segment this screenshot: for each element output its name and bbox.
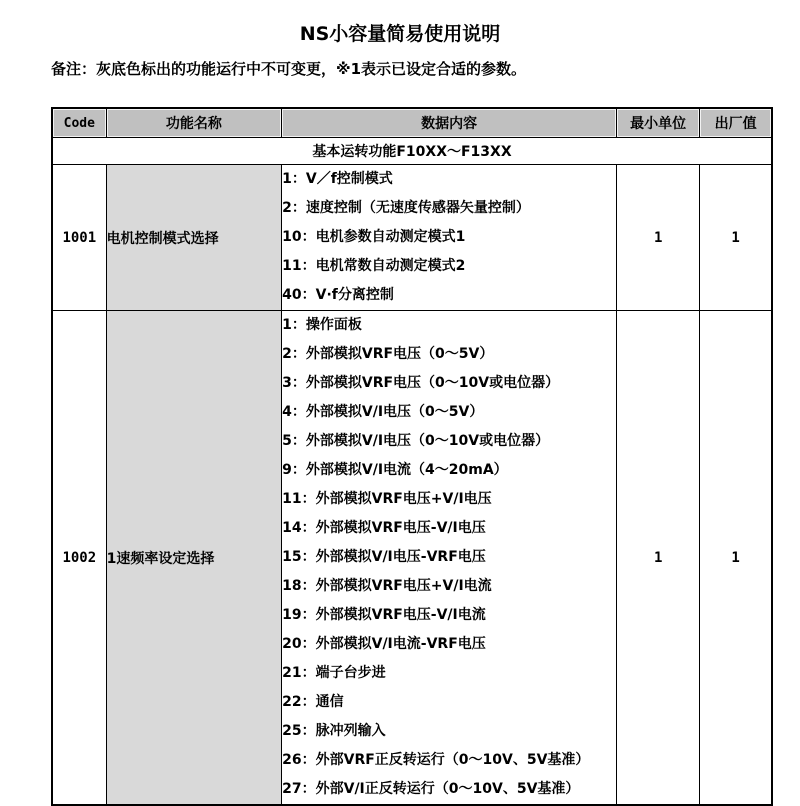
data-option-line: 3：外部模拟VRF电压（0～10V或电位器） (282, 375, 560, 391)
cell-data-content (282, 165, 617, 311)
cell-factory-value: 1 (700, 311, 772, 806)
data-option-line: 5：外部模拟V/I电压（0～10V或电位器） (282, 433, 550, 449)
column-header-data: 数据内容 (282, 108, 617, 138)
data-option-line: 22：通信 (282, 694, 344, 710)
cell-function-name: 1速频率设定选择 (106, 311, 281, 806)
data-option-line: 11：电机常数自动测定模式2 (282, 258, 466, 274)
parameter-table-container (51, 107, 773, 806)
data-option-line: 27：外部V/I正反转运行（0～10V、5V基准） (282, 781, 580, 797)
data-option-line: 9：外部模拟V/I电流（4～20mA） (282, 462, 508, 478)
cell-data-content (282, 311, 617, 806)
column-header-name: 功能名称 (106, 108, 281, 138)
data-option-line: 10：电机参数自动测定模式1 (282, 229, 466, 245)
cell-minimum-unit: 1 (617, 311, 700, 806)
parameter-table (51, 107, 773, 806)
data-option-line: 4：外部模拟V/I电压（0～5V） (282, 404, 484, 420)
table-row (52, 311, 772, 806)
table-header (52, 108, 772, 138)
table-body (52, 138, 772, 806)
data-option-line: 19：外部模拟VRF电压-V/I电流 (282, 607, 486, 623)
table-header-row (52, 108, 772, 138)
data-option-line: 25：脉冲列输入 (282, 723, 386, 739)
section-title: 基本运转功能F10XX～F13XX (52, 138, 772, 165)
data-option-line: 20：外部模拟V/I电流-VRF电压 (282, 636, 486, 652)
column-header-factory: 出厂值 (700, 108, 772, 138)
data-option-line: 1：V／f控制模式 (282, 171, 393, 187)
cell-function-name: 电机控制模式选择 (106, 165, 281, 311)
data-option-line: 40：V·f分离控制 (282, 287, 394, 303)
data-option-line: 1：操作面板 (282, 317, 362, 333)
table-row (52, 165, 772, 311)
section-header-row (52, 138, 772, 165)
data-option-line: 15：外部模拟V/I电压-VRF电压 (282, 549, 486, 565)
column-header-unit: 最小单位 (617, 108, 700, 138)
data-option-line: 2：外部模拟VRF电压（0～5V） (282, 346, 494, 362)
data-option-line: 18：外部模拟VRF电压+V/I电流 (282, 578, 492, 594)
page-title: NS小容量简易使用说明 (299, 23, 501, 45)
data-option-line: 2：速度控制（无速度传感器矢量控制） (282, 200, 530, 216)
cell-code: 1002 (52, 311, 106, 806)
cell-minimum-unit: 1 (617, 165, 700, 311)
cell-factory-value: 1 (700, 165, 772, 311)
document-remark: 备注：灰底色标出的功能运行中不可变更，※1表示已设定合适的参数。 (51, 60, 527, 78)
column-header-code: Code (52, 108, 106, 138)
data-option-line: 21：端子台步进 (282, 665, 386, 681)
cell-code: 1001 (52, 165, 106, 311)
data-option-line: 26：外部VRF正反转运行（0～10V、5V基准） (282, 752, 590, 768)
data-option-line: 11：外部模拟VRF电压+V/I电压 (282, 491, 492, 507)
data-option-line: 14：外部模拟VRF电压-V/I电压 (282, 520, 486, 536)
